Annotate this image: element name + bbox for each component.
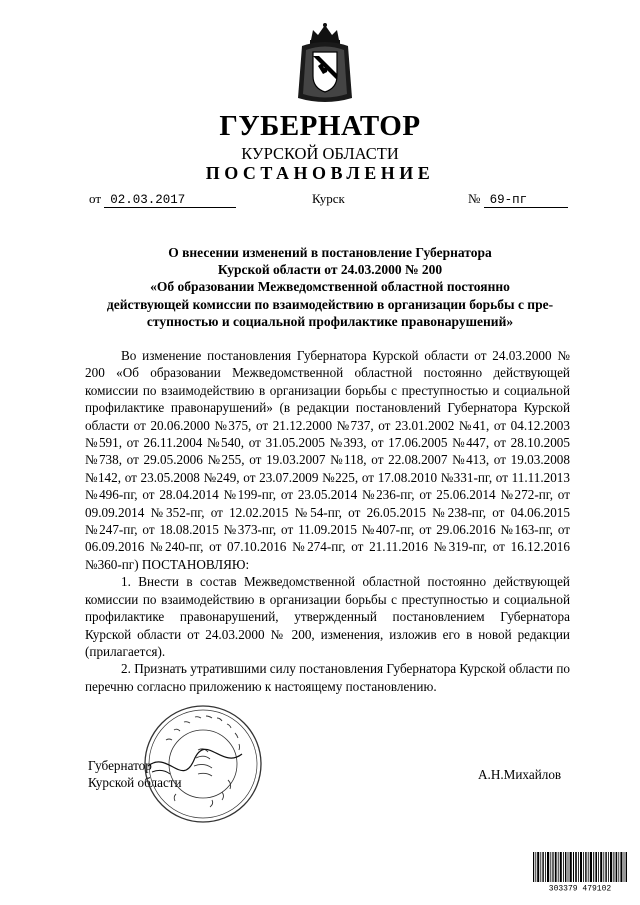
signature-line-1: Губернатор xyxy=(88,758,152,773)
signature-line-2: Курской области xyxy=(88,775,182,791)
paragraph-item-2: 2. Признать утратившими силу постановления Губернатора Курской области по перечню согласно приложению к настоящему постановлению. xyxy=(85,661,570,694)
signatory-name: А.Н.Михайлов xyxy=(478,767,562,782)
heading-line: «Об образовании Межведомственной областной постоянно xyxy=(150,279,510,295)
number-value: 69-пг xyxy=(484,193,568,208)
document-number xyxy=(468,191,568,208)
region-name: КУРСКОЙ ОБЛАСТИ xyxy=(241,144,399,163)
barcode-icon xyxy=(532,852,628,892)
number-prefix: № xyxy=(468,191,481,206)
heading-line: ступностью и социальной профилактике правонарушений» xyxy=(146,313,514,329)
coat-of-arms-icon xyxy=(294,22,356,104)
document-city: Курск xyxy=(312,191,345,206)
date-prefix: от xyxy=(89,191,102,206)
page-title: ГУБЕРНАТОР xyxy=(219,110,421,142)
heading-line: действующей комиссии по взаимодействию в организации борьбы с пре- xyxy=(106,296,554,312)
document-heading xyxy=(100,244,560,330)
document-type: ПОСТАНОВЛЕНИЕ xyxy=(205,163,435,183)
heading-line: Курской области от 24.03.2000 № 200 xyxy=(217,262,443,278)
barcode-number: 303379 479102 xyxy=(548,884,612,892)
document-date xyxy=(89,191,236,208)
paragraph-preamble: Во изменение постановления Губернатора Курской области от 24.03.2000 № 200 «Об образовании Межведомственной областной постоянно действующей комиссии по взаимодействию в организации борьбы с преступностью и социальной профилактике правонарушений» (в редакции постановлений Губернатора Курской области от 20.06.2000 №375, от 21.12.2000 №737, от 23.01.2002 №41, от 04.12.2003 №591, от 26.11.2004 №540, от 31.05.2005 №393, от 17.06.2005 №447, от 28.10.2005 №738, от 29.05.2006 №255, от 19.03.2007 №118, от 22.08.2007 №413, от 19.03.2008 №142, от 23.05.2008 №249, от 23.07.2009 №225, от 17.08.2010 №331-пг, от 11.11.2013 №496-пг, от 28.04.2014 №199-пг, от 23.05.2014 №236-пг, от 25.06.2014 №272-пг, от 09.09.2014 №352-пг, от 12.02.2015 №54-пг, от 26.05.2015 №238-пг, от 04.06.2015 №247-пг, от 18.08.2015 №373-пг, от 11.09.2015 №407-пг, от 29.06.2016 №163-пг, от 06.09.2016 №240-пг, от 07.10.2016 №274-пг, от 21.11.2016 №319-пг, от 16.12.2016 №360-пг) ПОСТАНОВЛЯЮ: xyxy=(85,348,570,572)
document-body xyxy=(85,347,570,695)
paragraph-item-1: 1. Внести в состав Межведомственной областной постоянно действующей комиссии по взаимодействию в организации борьбы с преступностью и социальной профилактике правонарушений, утвержденный постановлением Губернатора Курской области от 24.03.2000 № 200, изменения, изложив его в новой редакции (прилагается). xyxy=(85,574,570,659)
date-value: 02.03.2017 xyxy=(104,193,236,208)
heading-line: О внесении изменений в постановление Губернатора xyxy=(168,245,492,260)
stamp-seal-icon xyxy=(138,700,268,828)
